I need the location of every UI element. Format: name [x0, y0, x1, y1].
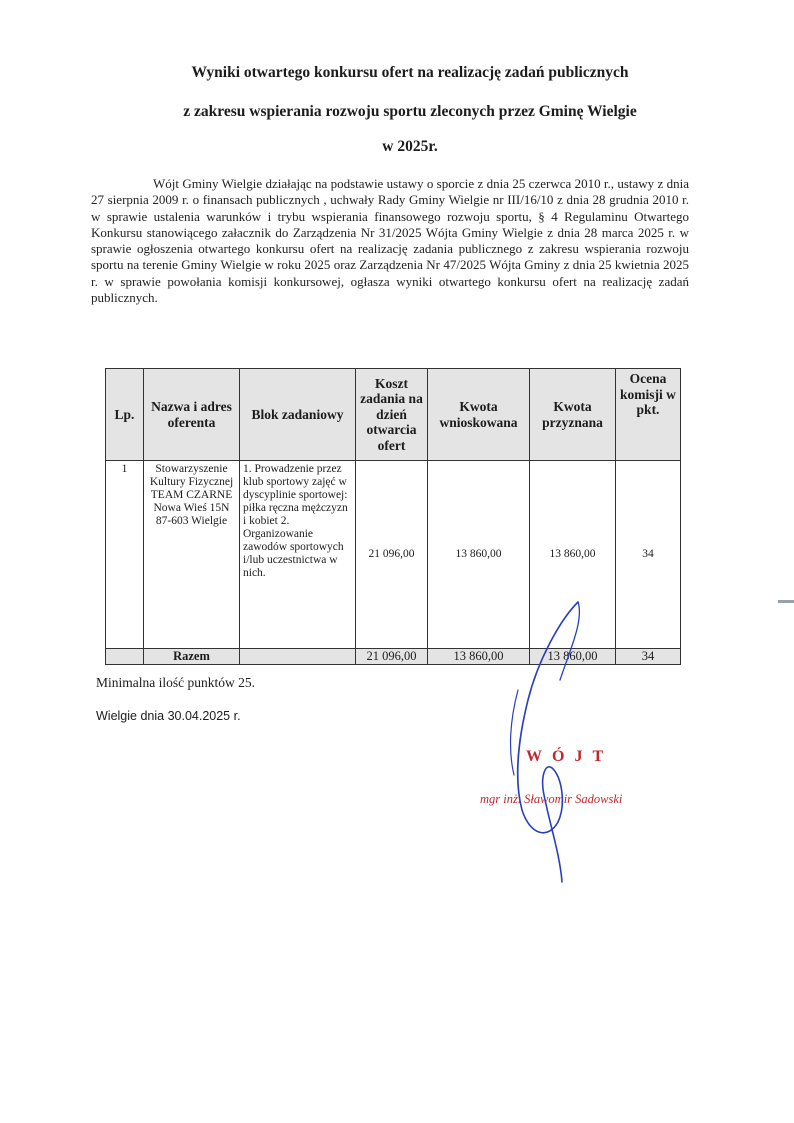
- intro-text: Wójt Gminy Wielgie działając na podstawie ustawy o sporcie z dnia 25 czerwca 2010 r., ustawy z dnia 27 sierpnia 2009 r. o finansach publicznych , uchwały Rady Gminy Wielgie nr III/16/10 z dnia 28 grudnia 2010 r. w sprawie ustalenia warunków i trybu wspierania finansowego rozwoju sportu, § 4 Regulaminu Otwartego Konkursu stanowiącego załacznik do Zarządzenia Nr 31/2025 Wójta Gminy Wielgie z dnia 28 marca 2025 r. w sprawie ogłoszenia otwartego konkursu ofert na realizację zadania publicznego z zakresu wspierania rozwoju sportu na terenie Gminy Wielgie w roku 2025 oraz Zarządzenia Nr 47/2025 Wójta Gminy z dnia 25 kwietnia 2025 r. w sprawie powołania komisji konkursowej, ogłasza wyniki otwartego konkursu ofert na realizację zadań publicznych.: [91, 176, 689, 306]
- document-title-line-2: z zakresu wspierania rozwoju sportu zleconych przez Gminę Wielgie: [183, 103, 637, 120]
- cell-lp: 1: [106, 461, 144, 649]
- stamp-name: mgr inż. Sławomir Sadowski: [480, 792, 623, 806]
- header-lp: Lp.: [106, 369, 144, 461]
- sum-granted: 13 860,00: [530, 649, 616, 665]
- handwritten-signature: [500, 590, 610, 890]
- cell-requested: 13 860,00: [428, 461, 530, 649]
- stamp-title: WÓJT: [526, 748, 614, 765]
- cell-block: 1. Prowadzenie przez klub sportowy zajęć w dyscyplinie sportowej: piłka ręczna mężczyzn i kobiet 2. Organizowanie zawodów sportowych i/lub uczestnictwa w nich.: [240, 461, 356, 649]
- sum-block-empty: [240, 649, 356, 665]
- header-requested: Kwota wnioskowana: [428, 369, 530, 461]
- cell-score: 34: [616, 461, 681, 649]
- cell-name: Stowarzyszenie Kultury Fizycznej TEAM CZARNE Nowa Wieś 15N 87-603 Wielgie: [144, 461, 240, 649]
- scan-edge-mark: [778, 600, 794, 603]
- header-cost: Koszt zadania na dzień otwarcia ofert: [356, 369, 428, 461]
- sum-requested: 13 860,00: [428, 649, 530, 665]
- sum-lp-empty: [106, 649, 144, 665]
- sum-score: 34: [616, 649, 681, 665]
- header-granted: Kwota przyznana: [530, 369, 616, 461]
- intro-paragraph: [91, 176, 689, 306]
- sum-label: Razem: [144, 649, 240, 665]
- min-points-note: Minimalna ilość punktów 25.: [96, 675, 255, 690]
- cell-cost: 21 096,00: [356, 461, 428, 649]
- header-score: Ocena komisji w pkt.: [616, 369, 681, 461]
- header-name: Nazwa i adres oferenta: [144, 369, 240, 461]
- document-title-line-1: Wyniki otwartego konkursu ofert na realizację zadań publicznych: [191, 64, 629, 81]
- sum-cost: 21 096,00: [356, 649, 428, 665]
- document-title-line-3: w 2025r.: [382, 138, 438, 155]
- cell-granted: 13 860,00: [530, 461, 616, 649]
- table-header-row: [106, 369, 681, 461]
- header-block: Blok zadaniowy: [240, 369, 356, 461]
- place-date: Wielgie dnia 30.04.2025 r.: [96, 709, 241, 723]
